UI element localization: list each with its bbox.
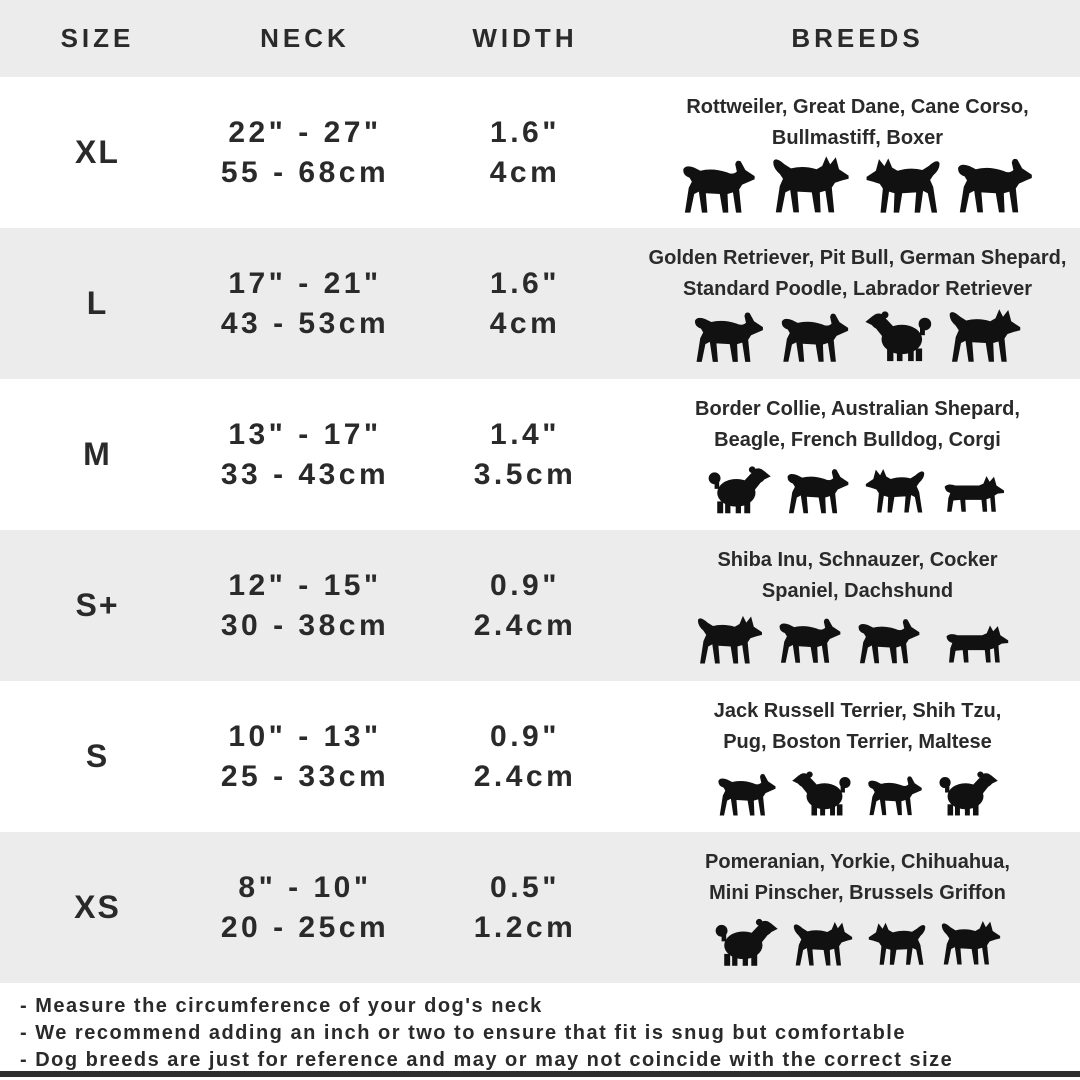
width-metric: 2.4cm bbox=[473, 608, 577, 642]
size-cell bbox=[0, 228, 195, 379]
neck-cell bbox=[195, 77, 415, 228]
pomeranian-icon bbox=[713, 917, 779, 971]
size-row-l bbox=[0, 228, 1080, 379]
neck-imperial: 17" - 21" bbox=[228, 266, 382, 300]
width-cell bbox=[415, 77, 635, 228]
breeds-text-line1: Pomeranian, Yorkie, Chihuahua, bbox=[705, 851, 1010, 873]
golden-retriever-icon bbox=[692, 308, 766, 367]
breeds-text-line2: Beagle, French Bulldog, Corgi bbox=[714, 429, 1001, 451]
dog-silhouette-strip bbox=[706, 456, 1009, 530]
beagle-icon bbox=[785, 465, 851, 518]
dachshund-icon bbox=[935, 617, 1019, 669]
width-imperial: 1.6" bbox=[490, 115, 560, 149]
width-imperial: 1.4" bbox=[490, 417, 560, 451]
width-cell bbox=[415, 681, 635, 832]
breeds-text-line1: Rottweiler, Great Dane, Cane Corso, bbox=[686, 96, 1029, 118]
pit-bull-icon bbox=[779, 309, 851, 367]
size-cell bbox=[0, 530, 195, 681]
rottweiler-icon bbox=[680, 156, 758, 218]
size-label: M bbox=[83, 436, 112, 472]
neck-metric: 33 - 43cm bbox=[220, 457, 390, 491]
maltese-icon bbox=[937, 770, 999, 820]
size-cell bbox=[0, 77, 195, 228]
neck-metric: 30 - 38cm bbox=[220, 608, 390, 642]
neck-imperial: 13" - 17" bbox=[228, 417, 382, 451]
neck-metric: 43 - 53cm bbox=[220, 306, 390, 340]
border-collie-icon bbox=[706, 465, 772, 518]
dog-silhouette-strip bbox=[680, 154, 1035, 230]
breeds-text-line2: Standard Poodle, Labrador Retriever bbox=[683, 278, 1032, 300]
size-row-m bbox=[0, 379, 1080, 530]
shih-tzu-icon bbox=[791, 770, 853, 820]
size-label: L bbox=[86, 285, 109, 321]
neck-cell bbox=[195, 530, 415, 681]
neck-cell bbox=[195, 832, 415, 983]
width-imperial: 0.9" bbox=[490, 568, 560, 602]
size-cell bbox=[0, 832, 195, 983]
chihuahua-icon bbox=[867, 919, 927, 971]
neck-metric: 55 - 68cm bbox=[220, 155, 390, 189]
dog-silhouette-strip bbox=[692, 305, 1023, 379]
column-header-size: SIZE bbox=[60, 23, 135, 53]
breeds-cell bbox=[635, 379, 1080, 530]
breeds-cell bbox=[635, 832, 1080, 983]
french-bulldog-icon bbox=[864, 466, 926, 518]
breeds-text-line1: Jack Russell Terrier, Shih Tzu, bbox=[713, 700, 1002, 722]
column-header-width: WIDTH bbox=[472, 23, 578, 53]
neck-metric: 25 - 33cm bbox=[220, 759, 390, 793]
column-header-breeds: BREEDS bbox=[791, 23, 924, 53]
size-label: S+ bbox=[75, 587, 120, 623]
width-cell bbox=[415, 530, 635, 681]
width-metric: 1.2cm bbox=[473, 910, 577, 944]
width-metric: 4cm bbox=[489, 306, 561, 340]
jack-russell-terrier-icon bbox=[716, 770, 778, 820]
neck-cell bbox=[195, 228, 415, 379]
german-shepard-icon bbox=[947, 307, 1023, 367]
note-measure-neck: - Measure the circumference of your dog's neck bbox=[20, 995, 543, 1017]
dog-silhouette-strip bbox=[696, 607, 1019, 681]
width-metric: 3.5cm bbox=[473, 457, 577, 491]
width-imperial: 1.6" bbox=[490, 266, 560, 300]
bottom-divider-bar bbox=[0, 1071, 1080, 1077]
schnauzer-icon bbox=[777, 613, 843, 669]
table-header bbox=[0, 0, 1080, 77]
breeds-cell bbox=[635, 77, 1080, 228]
cocker-spaniel-icon bbox=[856, 614, 922, 669]
breeds-text-line1: Shiba Inu, Schnauzer, Cocker bbox=[717, 549, 998, 571]
width-cell bbox=[415, 379, 635, 530]
size-row-xs bbox=[0, 832, 1080, 983]
size-row-s-plus bbox=[0, 530, 1080, 681]
neck-imperial: 22" - 27" bbox=[228, 115, 382, 149]
dog-silhouette-strip bbox=[713, 909, 1002, 983]
note-add-inch: - We recommend adding an inch or two to ensure that fit is snug but comfortable bbox=[20, 1022, 906, 1044]
breeds-cell bbox=[635, 228, 1080, 379]
yorkie-icon bbox=[792, 919, 854, 971]
breeds-text-line1: Golden Retriever, Pit Bull, German Shepard, bbox=[648, 247, 1067, 269]
neck-metric: 20 - 25cm bbox=[220, 910, 390, 944]
size-label: XS bbox=[74, 889, 121, 925]
width-cell bbox=[415, 228, 635, 379]
mini-pinscher-icon bbox=[940, 917, 1002, 971]
size-cell bbox=[0, 379, 195, 530]
breeds-text-line2: Bullmastiff, Boxer bbox=[771, 127, 944, 149]
size-row-xl bbox=[0, 77, 1080, 228]
neck-cell bbox=[195, 379, 415, 530]
breeds-text-line2: Mini Pinscher, Brussels Griffon bbox=[709, 882, 1006, 904]
pug-icon bbox=[866, 772, 924, 820]
column-header-neck: NECK bbox=[260, 23, 350, 53]
neck-imperial: 8" - 10" bbox=[238, 870, 372, 904]
width-cell bbox=[415, 832, 635, 983]
size-row-s bbox=[0, 681, 1080, 832]
dog-silhouette-strip bbox=[716, 758, 999, 832]
shiba-inu-icon bbox=[696, 613, 764, 669]
neck-imperial: 12" - 15" bbox=[228, 568, 382, 602]
standard-poodle-icon bbox=[864, 309, 934, 367]
breeds-text-line1: Border Collie, Australian Shepard, bbox=[695, 398, 1020, 420]
breeds-text-line2: Spaniel, Dachshund bbox=[761, 580, 954, 602]
footnotes bbox=[0, 983, 1080, 1071]
note-breeds-reference: - Dog breeds are just for reference and may or may not coincide with the correct size bbox=[20, 1049, 954, 1071]
size-label: S bbox=[85, 738, 110, 774]
size-label: XL bbox=[75, 134, 120, 170]
breeds-cell bbox=[635, 681, 1080, 832]
breeds-text-line2: Pug, Boston Terrier, Maltese bbox=[723, 731, 992, 753]
bullmastiff-icon bbox=[955, 154, 1035, 218]
breeds-cell bbox=[635, 530, 1080, 681]
width-metric: 4cm bbox=[489, 155, 561, 189]
width-metric: 2.4cm bbox=[473, 759, 577, 793]
size-cell bbox=[0, 681, 195, 832]
neck-imperial: 10" - 13" bbox=[228, 719, 382, 753]
cane-corso-icon bbox=[864, 156, 942, 218]
neck-cell bbox=[195, 681, 415, 832]
great-dane-icon bbox=[771, 154, 851, 218]
width-imperial: 0.9" bbox=[490, 719, 560, 753]
width-imperial: 0.5" bbox=[490, 870, 560, 904]
corgi-icon bbox=[939, 468, 1009, 518]
